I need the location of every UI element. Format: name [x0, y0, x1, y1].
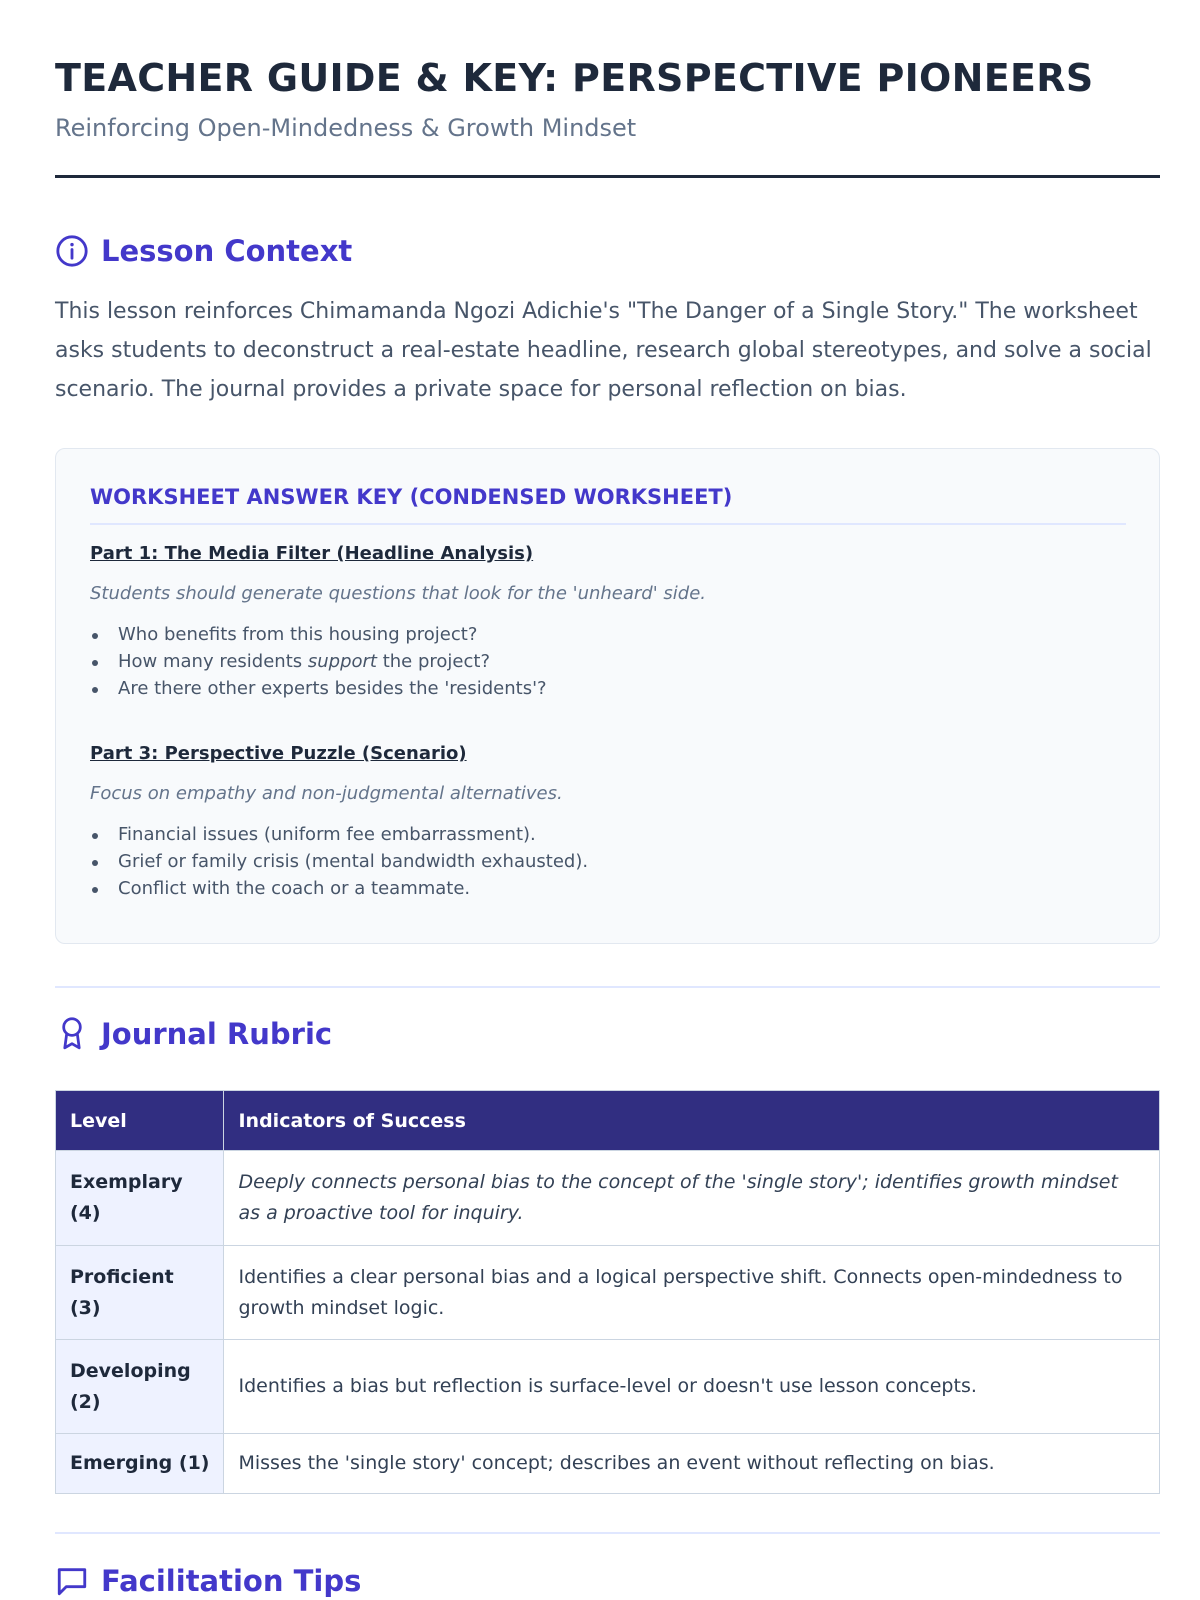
title-divider [55, 175, 1160, 178]
rubric-indicator: Misses the 'single story' concept; describes an event without reflecting on bias. [224, 1434, 1160, 1494]
part1-note: Students should generate questions that look for the 'unheard' side. [90, 583, 706, 604]
page-subtitle: Reinforcing Open-Mindedness & Growth Mindset [55, 114, 637, 142]
facilitation-tips-header [55, 1564, 361, 1598]
list-item [90, 648, 547, 675]
table-row [56, 1340, 1160, 1434]
table-header-row [56, 1091, 1160, 1151]
section-divider [55, 1532, 1160, 1534]
info-circle-icon [55, 234, 89, 268]
rubric-level: Exemplary (4) [56, 1151, 224, 1246]
lesson-context-title: Lesson Context [101, 234, 353, 268]
award-ribbon-icon [55, 1016, 89, 1052]
list-item: Are there other experts besides the 'residents'? [90, 675, 547, 702]
table-row [56, 1246, 1160, 1340]
answer-key-divider [90, 523, 1126, 525]
list-item: Conflict with the coach or a teammate. [90, 875, 588, 902]
rubric-level: Developing (2) [56, 1340, 224, 1434]
rubric-indicator: Identifies a clear personal bias and a logical perspective shift. Connects open-mindedness to growth mindset logic. [224, 1246, 1160, 1340]
list-item-text: the project? [376, 651, 490, 672]
answer-key-box [55, 448, 1160, 944]
page-title: TEACHER GUIDE & KEY: PERSPECTIVE PIONEERS [55, 56, 1094, 100]
rubric-table [55, 1090, 1160, 1494]
answer-key-title: WORKSHEET ANSWER KEY (CONDENSED WORKSHEET) [90, 485, 733, 509]
column-header-level: Level [56, 1091, 224, 1151]
table-row [56, 1151, 1160, 1246]
section-divider [55, 986, 1160, 988]
part3-note: Focus on empathy and non-judgmental alternatives. [90, 783, 563, 804]
part3-heading: Part 3: Perspective Puzzle (Scenario) [90, 743, 467, 764]
list-item: Who benefits from this housing project? [90, 621, 547, 648]
rubric-level: Proficient (3) [56, 1246, 224, 1340]
lesson-context-body: This lesson reinforces Chimamanda Ngozi Adichie's "The Danger of a Single Story." The worksheet asks students to deconstruct a real-estate headline, research global stereotypes, and solve a social scenario. The journal provides a private space for personal reflection on bias. [55, 299, 1152, 402]
list-item: Financial issues (uniform fee embarrassment). [90, 821, 588, 848]
rubric-indicator: Deeply connects personal bias to the concept of the 'single story'; identifies growth mindset as a proactive tool for inquiry. [224, 1151, 1160, 1246]
list-item-emphasis: support [307, 651, 377, 672]
lesson-context-header [55, 234, 352, 268]
table-row [56, 1434, 1160, 1494]
rubric-level: Emerging (1) [56, 1434, 224, 1494]
part1-heading: Part 1: The Media Filter (Headline Analysis) [90, 543, 534, 564]
message-square-icon [55, 1564, 89, 1598]
rubric-indicator: Identifies a bias but reflection is surface-level or doesn't use lesson concepts. [224, 1340, 1160, 1434]
teacher-guide-page [55, 0, 1160, 1600]
list-item-text: How many residents [118, 651, 308, 672]
part3-list [90, 821, 588, 902]
journal-rubric-title: Journal Rubric [101, 1017, 333, 1051]
list-item: Grief or family crisis (mental bandwidth exhausted). [90, 848, 588, 875]
journal-rubric-header [55, 1016, 332, 1052]
part1-list [90, 621, 547, 702]
column-header-indicators: Indicators of Success [224, 1091, 1160, 1151]
facilitation-tips-title: Facilitation Tips [101, 1564, 362, 1598]
